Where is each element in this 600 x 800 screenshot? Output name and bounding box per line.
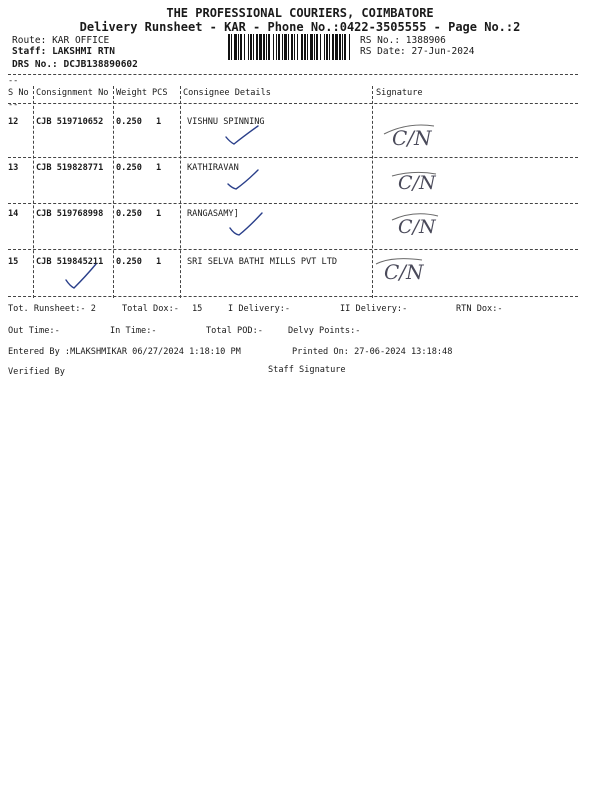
- barcode-bar: [324, 34, 325, 60]
- barcode-bar: [273, 34, 274, 60]
- barcode-bar: [329, 34, 330, 60]
- column-divider: [33, 86, 34, 298]
- staff-line: [12, 46, 115, 57]
- route-value: KAR OFFICE: [52, 35, 110, 46]
- rs-no-label: RS No.:: [360, 35, 401, 46]
- row-sno: 15: [8, 257, 19, 267]
- barcode-bar: [253, 34, 254, 60]
- barcode-bar: [339, 34, 341, 60]
- barcode-bar: [344, 34, 346, 60]
- row-weight: 0.250: [116, 257, 142, 267]
- row-consignee: RANGASAMY]: [187, 209, 239, 219]
- tick-mark: [62, 262, 102, 292]
- row-consignee: SRI SELVA BATHI MILLS PVT LTD: [187, 257, 338, 267]
- tick-mark: [222, 122, 262, 148]
- drs-value: DCJB138890602: [63, 59, 138, 70]
- signature-cell: [384, 208, 444, 244]
- barcode-bar: [263, 34, 265, 60]
- delvy-points: Delvy Points:-: [288, 326, 361, 336]
- barcode-bar: [228, 34, 230, 60]
- barcode-bar: [304, 34, 306, 60]
- barcode-bar: [256, 34, 258, 60]
- i-delivery: I Delivery:-: [228, 304, 291, 314]
- column-divider: [113, 86, 114, 298]
- out-time: Out Time:-: [8, 326, 60, 336]
- drs-line: [12, 59, 138, 70]
- barcode-bar: [282, 34, 283, 60]
- barcode-bar: [326, 34, 328, 60]
- row-weight: 0.250: [116, 163, 142, 173]
- row-consignment: CJB 519710652: [36, 117, 104, 127]
- barcode-bar: [291, 34, 293, 60]
- barcode: [228, 34, 352, 60]
- total-pod: Total POD:-: [206, 326, 263, 336]
- row-separator: [8, 249, 578, 250]
- barcode-bar: [320, 34, 321, 60]
- total-dox-label: Total Dox:-: [122, 304, 179, 314]
- route-line: [12, 35, 109, 46]
- row-sno: 12: [8, 117, 19, 127]
- signature-text: C/N: [392, 126, 432, 150]
- signature-cell: [372, 254, 434, 290]
- drs-label: DRS No.:: [12, 59, 58, 70]
- barcode-bar: [301, 34, 303, 60]
- header-bottom-rule: [8, 103, 578, 104]
- col-header-signature: Signature: [376, 88, 423, 98]
- barcode-bar: [244, 34, 245, 60]
- barcode-bar: [234, 34, 237, 60]
- barcode-bar: [284, 34, 287, 60]
- row-pcs: 1: [156, 209, 162, 219]
- barcode-bar: [278, 34, 280, 60]
- barcode-bar: [316, 34, 318, 60]
- row-consignment: CJB 519828771: [36, 163, 104, 173]
- row-sno: 14: [8, 209, 19, 219]
- ii-delivery: II Delivery:-: [340, 304, 408, 314]
- tot-runsheet: Tot. Runsheet:- 2: [8, 304, 96, 314]
- entered-by: Entered By :MLAKSHMIKAR 06/27/2024 1:18:10 PM: [8, 347, 241, 357]
- runsheet-subtitle: Delivery Runsheet - KAR - Phone No.:0422-3505555 - Page No.:2: [79, 20, 521, 34]
- col-header-sno: S No: [8, 88, 29, 98]
- barcode-bar: [332, 34, 334, 60]
- barcode-bar: [250, 34, 252, 60]
- row-consignee: KATHIRAVAN: [187, 163, 239, 173]
- row-consignee: VISHNU SPINNING: [187, 117, 265, 127]
- rs-date-line: [360, 46, 474, 57]
- row-separator: [8, 157, 578, 158]
- barcode-bar: [297, 34, 298, 60]
- printed-on: Printed On: 27-06-2024 13:18:48: [292, 347, 453, 357]
- signature-cell: [384, 166, 444, 200]
- signature-text: C/N: [398, 216, 436, 238]
- row-sno: 13: [8, 163, 19, 173]
- dash-marker: --: [8, 76, 19, 86]
- rs-date-label: RS Date:: [360, 46, 406, 57]
- in-time: In Time:-: [110, 326, 157, 336]
- barcode-bar: [314, 34, 315, 60]
- rs-no-value: 1388906: [405, 35, 446, 46]
- signature-cell: [378, 120, 440, 156]
- row-weight: 0.250: [116, 209, 142, 219]
- barcode-bar: [248, 34, 249, 60]
- row-pcs: 1: [156, 163, 162, 173]
- barcode-bar: [342, 34, 343, 60]
- table-top-rule: [8, 74, 578, 75]
- barcode-bar: [349, 34, 350, 60]
- rs-no-line: [360, 35, 446, 46]
- row-pcs: 1: [156, 117, 162, 127]
- barcode-bar: [276, 34, 277, 60]
- barcode-bar: [335, 34, 338, 60]
- barcode-bar: [266, 34, 267, 60]
- barcode-bar: [268, 34, 270, 60]
- route-label: Route:: [12, 35, 47, 46]
- barcode-bar: [310, 34, 313, 60]
- signature-text: C/N: [384, 260, 424, 284]
- company-title: THE PROFESSIONAL COURIERS, COIMBATORE: [166, 6, 434, 20]
- dash-marker: --: [8, 100, 19, 110]
- staff-value: LAKSHMI RTN: [52, 46, 115, 57]
- col-header-weight: Weight: [116, 88, 148, 98]
- row-consignment: CJB 519845211: [36, 257, 104, 267]
- staff-signature: Staff Signature: [268, 365, 346, 375]
- barcode-bar: [294, 34, 295, 60]
- barcode-bar: [240, 34, 242, 60]
- barcode-bar: [238, 34, 239, 60]
- barcode-bar: [259, 34, 262, 60]
- row-weight: 0.250: [116, 117, 142, 127]
- column-divider: [180, 86, 181, 298]
- rtn-dox: RTN Dox:-: [456, 304, 503, 314]
- row-consignment: CJB 519768998: [36, 209, 104, 219]
- barcode-bar: [288, 34, 289, 60]
- row-pcs: 1: [156, 257, 162, 267]
- verified-by: Verified By: [8, 367, 65, 377]
- col-header-pcs: PCS: [152, 88, 168, 98]
- tick-mark: [224, 168, 264, 194]
- row-separator: [8, 203, 578, 204]
- barcode-bar: [231, 34, 232, 60]
- col-header-consignment: Consignment No: [36, 88, 109, 98]
- col-header-consignee: Consignee Details: [183, 88, 271, 98]
- staff-label: Staff:: [12, 46, 47, 57]
- barcode-bar: [307, 34, 308, 60]
- signature-text: C/N: [398, 172, 436, 194]
- total-dox-value: 15: [192, 304, 203, 314]
- tick-mark: [226, 210, 266, 240]
- rs-date-value: 27-Jun-2024: [411, 46, 475, 57]
- table-bottom-rule: [8, 296, 578, 297]
